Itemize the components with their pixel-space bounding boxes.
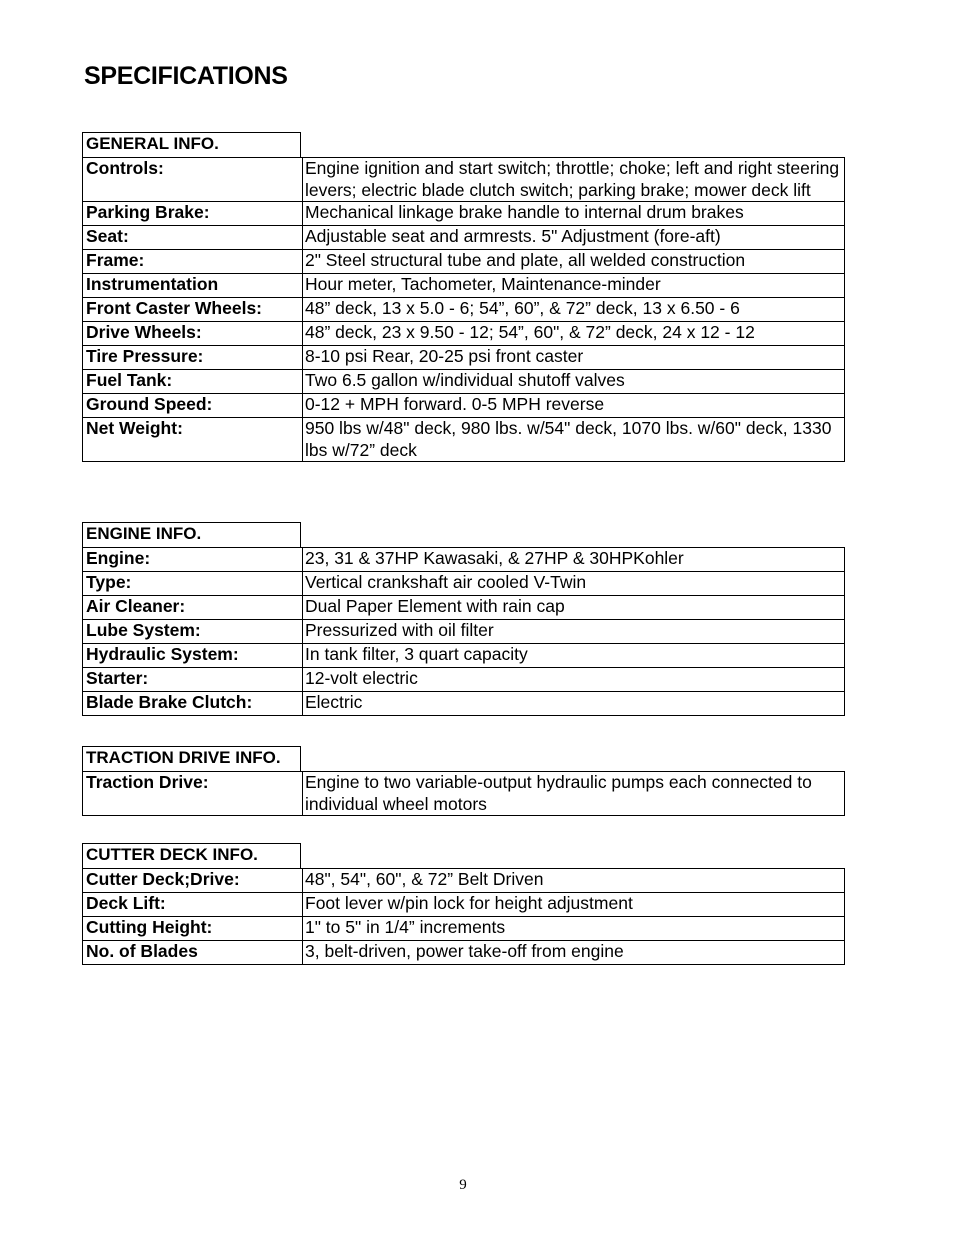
- spec-label: Deck Lift:: [83, 893, 303, 917]
- table-row: [83, 548, 845, 572]
- spec-label: Seat:: [83, 226, 303, 250]
- table-row: [83, 692, 845, 716]
- spec-label: Frame:: [83, 250, 303, 274]
- spec-label: Engine:: [83, 548, 303, 572]
- spec-label: Hydraulic System:: [83, 644, 303, 668]
- spec-label: Cutting Height:: [83, 917, 303, 941]
- spec-value: 23, 31 & 37HP Kawasaki, & 27HP & 30HPKohler: [303, 548, 845, 572]
- spec-label: Type:: [83, 572, 303, 596]
- table-row: [83, 226, 845, 250]
- spec-value: Engine ignition and start switch; throttle; choke; left and right steering levers; electric blade clutch switch; parking brake; mower deck lift: [303, 158, 845, 202]
- spec-value: 1" to 5" in 1/4” increments: [303, 917, 845, 941]
- table-row: [83, 250, 845, 274]
- spec-value: Two 6.5 gallon w/individual shutoff valves: [303, 370, 845, 394]
- table-row: [83, 394, 845, 418]
- spec-value: 2" Steel structural tube and plate, all welded construction: [303, 250, 845, 274]
- spec-label: Front Caster Wheels:: [83, 298, 303, 322]
- page-number: 9: [459, 1177, 467, 1193]
- table-row: [83, 158, 845, 202]
- table-row: [83, 941, 845, 965]
- table-row: [83, 869, 845, 893]
- table-row: [83, 668, 845, 692]
- table-row: [83, 596, 845, 620]
- table-row: [83, 644, 845, 668]
- table-row: [83, 370, 845, 394]
- spec-label: Lube System:: [83, 620, 303, 644]
- spec-value: Foot lever w/pin lock for height adjustment: [303, 893, 845, 917]
- spec-value: Vertical crankshaft air cooled V-Twin: [303, 572, 845, 596]
- cutter-deck-info-section: [82, 843, 845, 965]
- spec-value: Dual Paper Element with rain cap: [303, 596, 845, 620]
- section-heading: GENERAL INFO.: [82, 132, 301, 157]
- table-row: [83, 893, 845, 917]
- section-heading: TRACTION DRIVE INFO.: [82, 746, 301, 771]
- spec-value: Adjustable seat and armrests. 5" Adjustment (fore-aft): [303, 226, 845, 250]
- table-row: [83, 418, 845, 462]
- table-row: [83, 772, 845, 816]
- spec-label: Controls:: [83, 158, 303, 202]
- spec-value: 8-10 psi Rear, 20-25 psi front caster: [303, 346, 845, 370]
- spec-value: Electric: [303, 692, 845, 716]
- table-row: [83, 572, 845, 596]
- spec-label: Net Weight:: [83, 418, 303, 462]
- spec-value: 48", 54", 60", & 72” Belt Driven: [303, 869, 845, 893]
- engine-info-section: [82, 522, 845, 716]
- table-row: [83, 298, 845, 322]
- spec-label: No. of Blades: [83, 941, 303, 965]
- section-heading: ENGINE INFO.: [82, 522, 301, 547]
- spec-label: Fuel Tank:: [83, 370, 303, 394]
- spec-value: Pressurized with oil filter: [303, 620, 845, 644]
- table-row: [83, 322, 845, 346]
- general-info-section: [82, 132, 845, 462]
- section-heading: CUTTER DECK INFO.: [82, 843, 301, 868]
- page-title: SPECIFICATIONS: [84, 62, 288, 90]
- spec-value: In tank filter, 3 quart capacity: [303, 644, 845, 668]
- spec-label: Drive Wheels:: [83, 322, 303, 346]
- spec-label: Traction Drive:: [83, 772, 303, 816]
- traction-drive-info-section: [82, 746, 845, 816]
- spec-label: Starter:: [83, 668, 303, 692]
- spec-value: Mechanical linkage brake handle to internal drum brakes: [303, 202, 845, 226]
- spec-label: Air Cleaner:: [83, 596, 303, 620]
- spec-value: Hour meter, Tachometer, Maintenance-minder: [303, 274, 845, 298]
- spec-label: Ground Speed:: [83, 394, 303, 418]
- cutter-deck-info-table: [82, 868, 845, 965]
- spec-label: Cutter Deck;Drive:: [83, 869, 303, 893]
- spec-value: 12-volt electric: [303, 668, 845, 692]
- table-row: [83, 346, 845, 370]
- spec-value: Engine to two variable-output hydraulic pumps each connected to individual wheel motors: [303, 772, 845, 816]
- spec-value: 950 lbs w/48" deck, 980 lbs. w/54" deck, 1070 lbs. w/60" deck, 1330 lbs w/72” deck: [303, 418, 845, 462]
- spec-value: 3, belt-driven, power take-off from engine: [303, 941, 845, 965]
- table-row: [83, 274, 845, 298]
- spec-label: Tire Pressure:: [83, 346, 303, 370]
- spec-label: Blade Brake Clutch:: [83, 692, 303, 716]
- spec-value: 0-12 + MPH forward. 0-5 MPH reverse: [303, 394, 845, 418]
- traction-drive-info-table: [82, 771, 845, 816]
- engine-info-table: [82, 547, 845, 716]
- spec-label: Instrumentation: [83, 274, 303, 298]
- table-row: [83, 620, 845, 644]
- spec-label: Parking Brake:: [83, 202, 303, 226]
- general-info-table: [82, 157, 845, 462]
- spec-value: 48” deck, 13 x 5.0 - 6; 54”, 60”, & 72” deck, 13 x 6.50 - 6: [303, 298, 845, 322]
- table-row: [83, 202, 845, 226]
- table-row: [83, 917, 845, 941]
- spec-value: 48” deck, 23 x 9.50 - 12; 54”, 60", & 72” deck, 24 x 12 - 12: [303, 322, 845, 346]
